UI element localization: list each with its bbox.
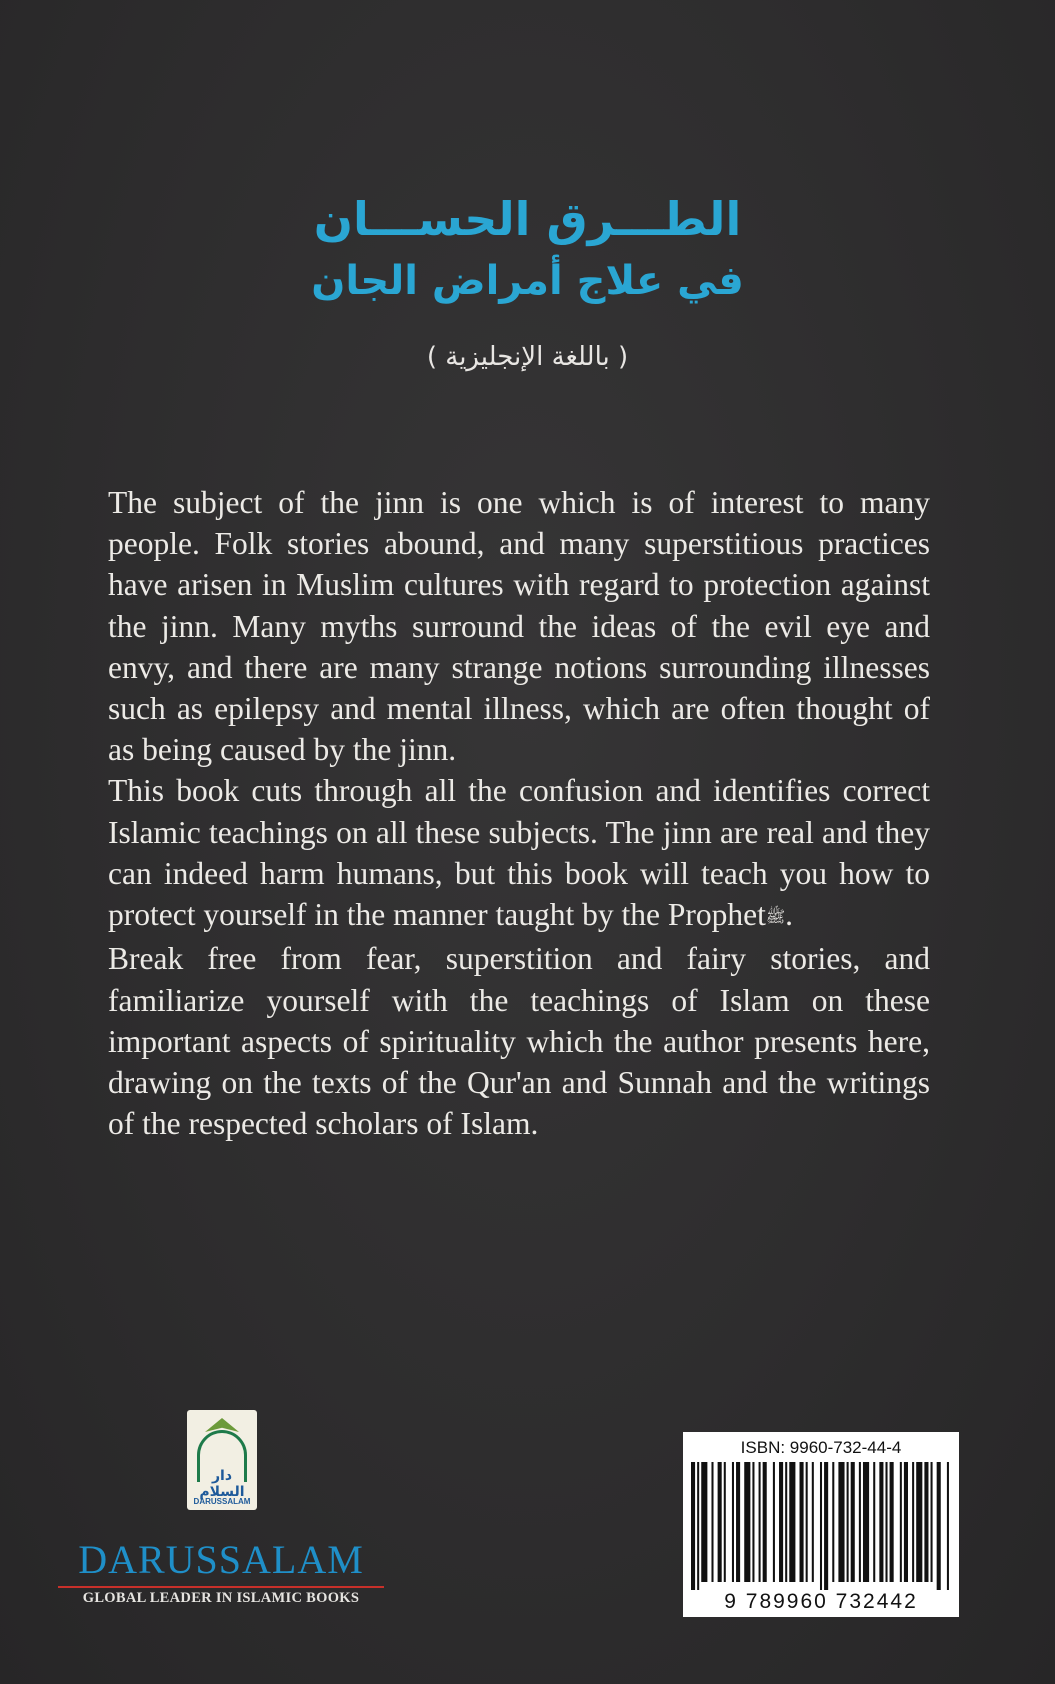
blurb-paragraph-2-text: This book cuts through all the confusion and identifies correct Islamic teachings on all these subjects. The jinn are real and they can indeed harm humans, but this book will teach you how to protect yourself in the manner taught by the Prophet bbox=[108, 773, 930, 933]
barcode-bar bbox=[820, 1462, 822, 1590]
isbn-label: ISBN: 9960-732-44-4 bbox=[740, 1438, 902, 1457]
barcode-bar bbox=[924, 1462, 928, 1582]
barcode-bar bbox=[785, 1462, 787, 1582]
barcode-bar bbox=[851, 1462, 855, 1582]
arabic-title: الطـــرق الحســـان bbox=[313, 192, 742, 246]
barcode-bar bbox=[752, 1462, 754, 1582]
barcode-bar bbox=[812, 1462, 814, 1582]
barcode-bar bbox=[763, 1462, 767, 1582]
publisher-logo bbox=[187, 1410, 257, 1510]
barcode-bar bbox=[879, 1462, 883, 1582]
barcode-panel bbox=[683, 1432, 959, 1617]
barcode-bar bbox=[832, 1462, 834, 1582]
barcode-bar bbox=[863, 1462, 869, 1582]
barcode-bar bbox=[916, 1462, 922, 1582]
brand-divider bbox=[58, 1586, 384, 1588]
barcode-bar bbox=[724, 1462, 726, 1582]
barcode-bar bbox=[744, 1462, 750, 1582]
barcode-bar bbox=[824, 1462, 828, 1590]
pbuh-glyph: ﷺ bbox=[765, 909, 786, 927]
ean-number: 9 789960 732442 bbox=[724, 1590, 918, 1613]
blurb-paragraph-2 bbox=[108, 770, 930, 938]
barcode-bar bbox=[912, 1462, 914, 1582]
barcode-bar bbox=[800, 1462, 804, 1582]
barcode-bar bbox=[773, 1462, 775, 1582]
barcode-bar bbox=[736, 1462, 740, 1582]
barcode-bar bbox=[759, 1462, 761, 1582]
barcode-bar bbox=[904, 1462, 908, 1582]
barcode-bar bbox=[691, 1462, 695, 1590]
arabic-language-note: ( باللغة الإنجليزية ) bbox=[426, 342, 629, 372]
barcode-bar bbox=[701, 1462, 707, 1582]
barcode-bar bbox=[732, 1462, 734, 1582]
barcode-bar bbox=[847, 1462, 849, 1582]
blurb-paragraph-3: Break free from fear, superstition and fairy stories, and familiarize yourself with the teachings of Islam on these important aspects of spirituality which the author presents here, drawing on the texts of the Qur'an and Sunnah and the writings of the respected scholars of Islam. bbox=[108, 941, 930, 1142]
barcode-bar bbox=[806, 1462, 808, 1582]
barcode-bar bbox=[885, 1462, 887, 1582]
barcode-bar bbox=[697, 1462, 699, 1590]
barcode-bar bbox=[711, 1462, 713, 1582]
blurb-paragraph-2-end: . bbox=[785, 897, 794, 933]
barcode-bar bbox=[779, 1462, 783, 1582]
barcode-bar bbox=[890, 1462, 894, 1582]
barcode-bar bbox=[937, 1462, 941, 1590]
barcode-bar bbox=[873, 1462, 875, 1582]
book-blurb bbox=[108, 482, 930, 1144]
logo-arabic-script: دار السلام bbox=[199, 1468, 245, 1500]
barcode-bar bbox=[900, 1462, 902, 1582]
barcode-bar bbox=[789, 1462, 795, 1582]
logo-label: DARUSSALAM bbox=[193, 1497, 251, 1506]
barcode-bar bbox=[859, 1462, 861, 1582]
barcode-bar bbox=[947, 1462, 949, 1590]
publisher-name: DARUSSALAM bbox=[78, 1537, 364, 1582]
blurb-paragraph-1: The subject of the jinn is one which is of interest to many people. Folk stories abound, and many superstitious practices have arisen in Muslim cultures with regard to protection against the jinn. Many myths surround the ideas of the evil eye and envy, and there are many strange notions surrounding illnesses such as epilepsy and mental illness, which are often thought of as being caused by the jinn. bbox=[108, 485, 930, 768]
arabic-subtitle: في علاج أمراض الجان bbox=[311, 258, 744, 304]
barcode-icon bbox=[691, 1462, 951, 1590]
publisher-tagline: GLOBAL LEADER IN ISLAMIC BOOKS bbox=[82, 1590, 360, 1606]
barcode-bar bbox=[838, 1462, 844, 1582]
barcode-bar bbox=[931, 1462, 933, 1582]
barcode-bar bbox=[718, 1462, 722, 1582]
